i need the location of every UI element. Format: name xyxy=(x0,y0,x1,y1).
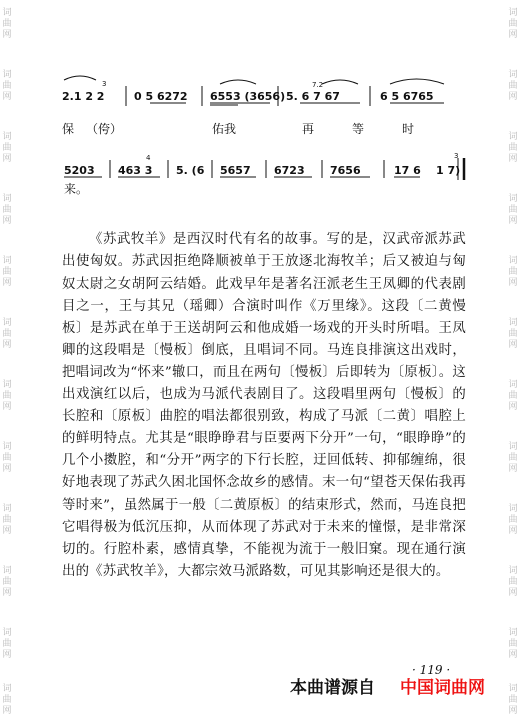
watermark-text: 词 曲 网 xyxy=(508,318,518,350)
watermark-text: 词 曲 网 xyxy=(508,442,518,474)
watermark-text: 词 曲 网 xyxy=(508,566,518,598)
grace-note: 3 xyxy=(454,152,459,160)
score-measure: 5. (6 xyxy=(176,164,205,177)
watermark-text: 词 曲 网 xyxy=(2,380,12,412)
body-paragraph: 《苏武牧羊》是西汉时代有名的故事。写的是，汉武帝派苏武出使匈奴。苏武因拒绝降顺被单于王放逐北海牧羊；后又被迫与匈奴太尉之女胡阿云结婚。此戏早年是著名汪派老生王凤卿的代表剧目之一，王与其兄（瑶卿）合演时叫作《万里缘》。这段〔二黄慢板〕是苏武在单于王送胡阿云和他成婚一场戏的开头时所唱。王凤卿的这段唱是〔慢板〕倒底，且唱词不同。马连良排演这出戏时，把唱词改为“怀来”辙口，而且在两句〔慢板〕后即转为〔原板〕。这出戏演红以后，也成为马派代表剧目了。这段唱里两句〔慢板〕的长腔和〔原板〕曲腔的唱法都很别致，构成了马派〔二黄〕唱腔上的鲜明特点。尤其是“眼睁睁君与臣要两下分开”一句，“眼睁睁”的几个小擞腔，和“分开”两字的下行长腔，迂回低转、抑郁缠绵，很好地表现了苏武久困北国怀念故乡的感情。末一句“望苍天保佑我再等时来”，虽然属于一般〔二黄原板〕的结束形式，然而，马连良把它唱得极为低沉压抑，从而体现了苏武对于未来的憧憬，是非常深切的。行腔朴素，感情真挚，不能视为流于一般旧窠。现在通行演出的《苏武牧羊》，大都宗效马派路数，可见其影响还是很大的。 xyxy=(62,232,466,579)
lyric: 时 xyxy=(402,122,415,136)
watermark-text: 词 曲 网 xyxy=(508,8,518,40)
grace-note: 7.2 xyxy=(312,81,324,89)
score-measure: 17 6 xyxy=(394,164,421,177)
score-measure: 7656 xyxy=(330,164,361,177)
watermark-text: 词 曲 网 xyxy=(508,194,518,226)
lyric: 等 xyxy=(352,122,365,136)
score-measure: 2.1 2 2 xyxy=(62,90,105,103)
lyric: 佑我 xyxy=(212,122,237,136)
watermark-text: 词 曲 网 xyxy=(508,628,518,660)
score-measure: 5657 xyxy=(220,164,251,177)
watermark-text: 词 曲 网 xyxy=(508,70,518,102)
jianpu-score xyxy=(60,72,470,196)
watermark-text: 词 曲 网 xyxy=(2,442,12,474)
score-measure: 6 5 6765 xyxy=(380,90,434,103)
footer-source-label: 本曲谱源自 xyxy=(290,678,375,698)
footer-site-name: 中国词曲网 xyxy=(400,678,485,698)
watermark-text: 词 曲 网 xyxy=(2,628,12,660)
score-measure: 0 5 6272 xyxy=(134,90,188,103)
watermark-text: 词 曲 网 xyxy=(2,132,12,164)
score-measure: 6723 xyxy=(274,164,305,177)
page-number: · 119 · xyxy=(412,663,451,677)
watermark-text: 词 曲 网 xyxy=(508,256,518,288)
watermark-text: 词 曲 网 xyxy=(2,318,12,350)
score-measure: 463 3 xyxy=(118,164,153,177)
watermark-text: 词 曲 网 xyxy=(508,684,518,716)
watermark-text: 词 曲 网 xyxy=(2,504,12,536)
watermark-text: 词 曲 网 xyxy=(508,380,518,412)
watermark-text: 词 曲 网 xyxy=(2,566,12,598)
lyric: 保 xyxy=(62,122,75,136)
score-measure: 5203 xyxy=(64,164,95,177)
watermark-text: 词 曲 网 xyxy=(2,70,12,102)
watermark-text: 词 曲 网 xyxy=(2,194,12,226)
watermark-text: 词 曲 网 xyxy=(2,8,12,40)
watermark-text: 词 曲 网 xyxy=(2,684,12,716)
lyric: （侉） xyxy=(86,122,123,136)
watermark-left xyxy=(0,0,14,720)
watermark-text: 词 曲 网 xyxy=(508,504,518,536)
grace-note: 3 xyxy=(102,80,107,88)
score-measure: 6553 (3656) xyxy=(210,90,286,103)
lyric: 来。 xyxy=(64,182,89,196)
score-measure: 1 7) xyxy=(436,164,461,177)
score-measure: 5. 6 7 67 xyxy=(286,90,340,103)
lyric: 再 xyxy=(302,122,315,136)
grace-note: 4 xyxy=(146,154,151,162)
watermark-text: 词 曲 网 xyxy=(508,132,518,164)
watermark-right xyxy=(506,0,520,720)
watermark-text: 词 曲 网 xyxy=(2,256,12,288)
